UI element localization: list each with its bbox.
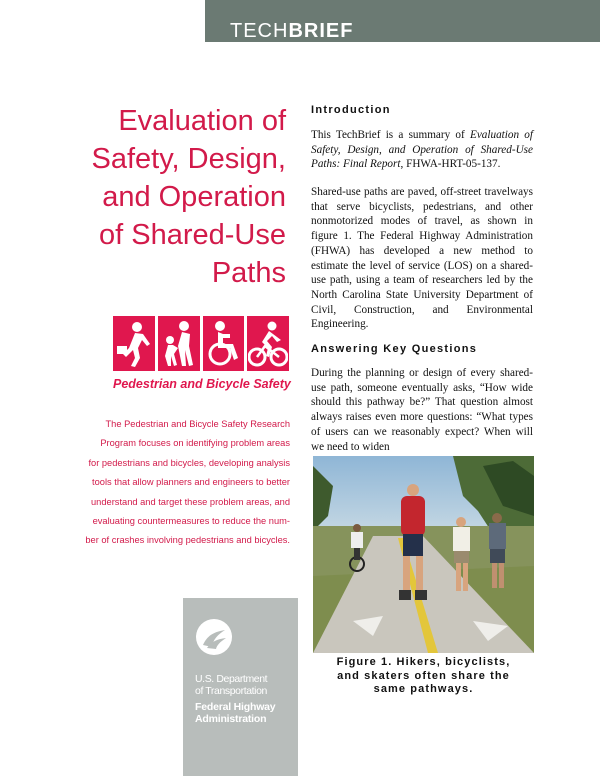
program-description	[62, 415, 290, 551]
dot-logo-icon	[195, 618, 233, 656]
caption-line: and skaters often share the	[337, 669, 510, 682]
family-walking-icon	[158, 316, 200, 371]
title-line: Paths	[211, 257, 286, 289]
title-line: of Shared-Use	[99, 219, 286, 251]
program-line: for pedestrians and bicycles, developing analysis	[88, 457, 290, 468]
intro-tail: , FHWA-HRT-05-137.	[400, 158, 501, 171]
wheelchair-icon	[203, 316, 245, 371]
banner-tech: TECH	[230, 20, 289, 42]
department-line: of Transportation	[195, 685, 267, 697]
agency-signature	[195, 618, 295, 725]
pedestrian-icon	[113, 316, 155, 371]
program-line: understand and target these problem areas, and	[91, 496, 290, 507]
title-line: Evaluation of	[118, 105, 286, 137]
logo-caption: Pedestrian and Bicycle Safety	[113, 377, 291, 391]
program-line: tools that allow planners and engineers to better	[92, 477, 290, 488]
introduction-heading: Introduction	[311, 104, 391, 116]
title-line: Safety, Design,	[91, 143, 286, 175]
department-name	[195, 673, 295, 697]
caption-line: Figure 1. Hikers, bicyclists,	[336, 656, 511, 668]
program-line: ber of crashes involving pedestrians and bicycles.	[85, 535, 290, 546]
introduction-paragraph-1	[311, 128, 533, 172]
techbrief-banner	[205, 0, 600, 42]
pedestrian-bicycle-safety-logo	[113, 316, 289, 398]
bicycle-icon	[247, 316, 289, 371]
intro-lead: This TechBrief is a summary of	[311, 129, 470, 141]
answering-paragraph: During the planning or design of every shared-use path, someone eventually asks, “How wide should this pathway be?” That question almost always raises even more questions: “What types of users can we reasonably expect? When will we need to widen	[311, 367, 533, 453]
figure-1-photo	[313, 456, 534, 653]
agency-line: Federal Highway	[195, 701, 276, 713]
department-line: U.S. Department	[195, 673, 268, 685]
introduction-paragraph-2: Shared-use paths are paved, off-street travelways that serve bicyclists, pedestrians, and other nonmotorized modes of travel, as shown in figure 1. The Federal Highway Administration (FHWA) has developed a new method to estimate the level of service (LOS) on a shared-use path, using a team of researchers led by the North Carolina State University Department of Civil, Construction, and Environmental Engineering.	[311, 186, 533, 331]
banner-brief: BRIEF	[288, 20, 354, 42]
caption-line: same pathways.	[373, 683, 474, 696]
program-line: The Pedestrian and Bicycle Safety Research	[105, 419, 290, 429]
agency-name	[195, 701, 295, 725]
program-line: Program focuses on identifying problem areas	[100, 438, 290, 449]
document-title	[40, 102, 286, 292]
answering-heading: Answering Key Questions	[311, 343, 478, 355]
figure-caption	[313, 656, 534, 697]
title-line: and Operation	[102, 181, 286, 213]
program-line: evaluating countermeasures to reduce the num-	[92, 516, 290, 527]
report-title: Evaluation of Safety, Design, and Operation of Shared-Use Paths: Final Report	[311, 129, 534, 171]
agency-line: Administration	[195, 713, 267, 725]
